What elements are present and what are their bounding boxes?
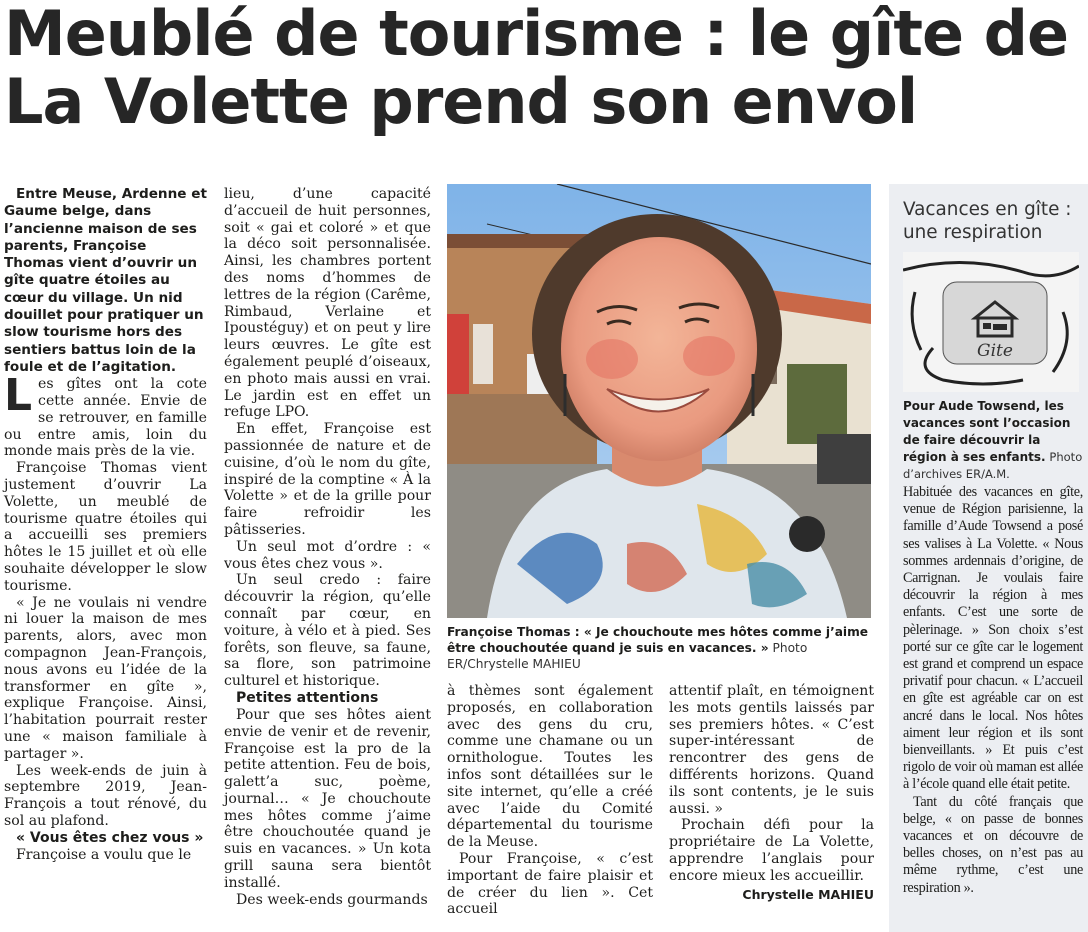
paragraph: Pour Françoise, « c’est important de faire plaisir et de créer du lien ». Cet accueil: [447, 850, 653, 918]
paragraph: attentif plaît, en témoignent les mots gentils laissés par ses premiers hôtes. « C’est super-intéressant de rencontrer des gens de différents horizons. Quand ils sont contents, je le suis aussi. »: [669, 683, 874, 817]
paragraph: à thèmes sont également proposés, en collaboration avec des gens du cru, comme une chamane ou un ornithologue. Toutes les infos sont détaillées sur le site internet, qu’elle a créé avec l’aide du Comité départemental du tourisme de la Meuse.: [447, 683, 653, 851]
paragraph: « Je ne voulais ni vendre ni louer la maison de mes parents, alors, avec mon compagnon Jean-François, nous avons eu l’idée de la transformer en gîte », explique Françoise. Ainsi, l’habitation pourrait rester une « maison familiale à partager ».: [4, 594, 207, 762]
photo-caption: [447, 624, 871, 672]
paragraph: Habituée des vacances en gîte, venue de Région parisienne, la famille d’Aude Towsend a posé ses valises à La Volette. « Nous sommes ardennais d’origine, de Carrignan. Je voulais faire découvrir la région à mes enfants. C’est une sorte de pèlerinage. » Son choix s’est porté sur ce gîte car le logement est grand et comprend un espace privatif pour chacun. « L’accueil en gîte est agréable car on est ancré dans le local. Nos hôtes aiment leur région et ils sont bienveillants. » Et puis c’est rigolo de voir où maman est allée à l’école quand elle était petite.: [903, 484, 1083, 793]
paragraph: Un seul mot d’ordre : « vous êtes chez vous ».: [224, 538, 431, 572]
paragraph: En effet, Françoise est passionnée de nature et de cuisine, d’où le nom du gîte, inspiré de la comptine « À la Volette » et de la grille pour faire refroidir les pâtisseries.: [224, 421, 431, 538]
gite-sign-photo: [903, 252, 1079, 392]
paragraph: Les week-ends de juin à septembre 2019, Jean-François a tout rénové, du sol au plafond.: [4, 762, 207, 829]
paragraph: Des week-ends gourmands: [236, 891, 428, 908]
sidebar-photo-credit: Photo d’archives ER/A.M.: [903, 450, 1083, 481]
paragraph: Prochain défi pour la propriétaire de La Volette, apprendre l’anglais pour encore mieux les accueillir.: [669, 817, 874, 884]
sidebar-photo-caption: [903, 398, 1083, 483]
portrait-illustration: [447, 184, 871, 618]
article-column-3: [447, 683, 653, 918]
chapeau: Entre Meuse, Ardenne et Gaume belge, dans l’ancienne maison de ses parents, Françoise Thomas vient d’ouvrir un gîte quatre étoiles au cœur du village. Un nid douillet pour pratiquer un slow tourisme hors des sentiers battus loin de la foule et de l’agitation.: [4, 186, 207, 375]
paragraph: lieu, d’une capacité d’accueil de huit personnes, soit « gai et coloré » et que la déco soit personnalisée. Ainsi, les chambres portent des noms d’hommes de lettres de la région (Carême, Rimbaud, Verlaine et Ipoustéguy) et on peut y lire leurs œuvres. Le gîte est également peuplé d’oiseaux, en photo mais aussi en vrai. Le jardin est en effet un refuge LPO.: [224, 186, 431, 421]
gite-sign-illustration: [903, 252, 1079, 392]
lead-text: es gîtes ont la cote cette année. Envie de se retrouver, en famille ou entre amis, loin du monde mais près de la vie.: [4, 376, 207, 460]
article-column-2: [224, 186, 431, 908]
paragraph: Tant du côté français que belge, « on passe de bonnes vacances et on découvre de belles choses, on n’est pas au même rythme, c’est une respiration ».: [903, 793, 1083, 896]
headline: Meublé de tourisme : le gîte de La Volette prend son envol: [4, 0, 1069, 138]
paragraph: Pour que ses hôtes aient envie de venir et de revenir, Françoise est la pro de la petite attention. Feu de bois, galett’a suc, poème, journal… « Je chouchoute mes hôtes comme j’aime être chouchoutée quand je suis en vacances. » Un kota grill sauna sera bientôt installé.: [224, 706, 431, 891]
subheading-vous-etes-chez-vous: « Vous êtes chez vous »: [16, 829, 204, 846]
sidebar-text: [903, 484, 1083, 897]
drop-cap: L: [4, 370, 33, 422]
sidebar-box: [889, 184, 1088, 932]
sidebar-caption-text: Pour Aude Towsend, les vacances sont l’occasion de faire découvrir la région à ses enfants.: [903, 399, 1071, 464]
lead-paragraph: [4, 370, 207, 460]
article-column-4: [669, 683, 874, 903]
paragraph: Un seul credo : faire découvrir la région, qu’elle connaît par cœur, en voiture, à vélo et à pied. Ses forêts, son fleuve, sa faune, sa flore, son patrimoine culturel et historique.: [224, 572, 431, 690]
article-column-1: [4, 186, 207, 864]
photo-caption-quote: Françoise Thomas : « Je chouchoute mes hôtes comme j’aime être chouchoutée quand je suis en vacances. »: [447, 625, 869, 655]
gite-sign-text: Gite: [977, 341, 1013, 361]
sidebar-title: Vacances en gîte : une respiration: [903, 199, 1072, 243]
photo-credit: Photo ER/Chrystelle MAHIEU: [447, 641, 808, 671]
paragraph: Françoise a voulu que le: [16, 846, 192, 863]
paragraph: Françoise Thomas vient justement d’ouvrir La Volette, un meublé de tourisme quatre étoiles qui a accueilli ses premiers hôtes le 15 juillet et où elle souhaite développer le slow tourisme.: [4, 460, 207, 594]
author-signature: Chrystelle MAHIEU: [742, 886, 874, 902]
subheading-petites-attentions: Petites attentions: [236, 689, 379, 706]
portrait-photo: [447, 184, 871, 618]
